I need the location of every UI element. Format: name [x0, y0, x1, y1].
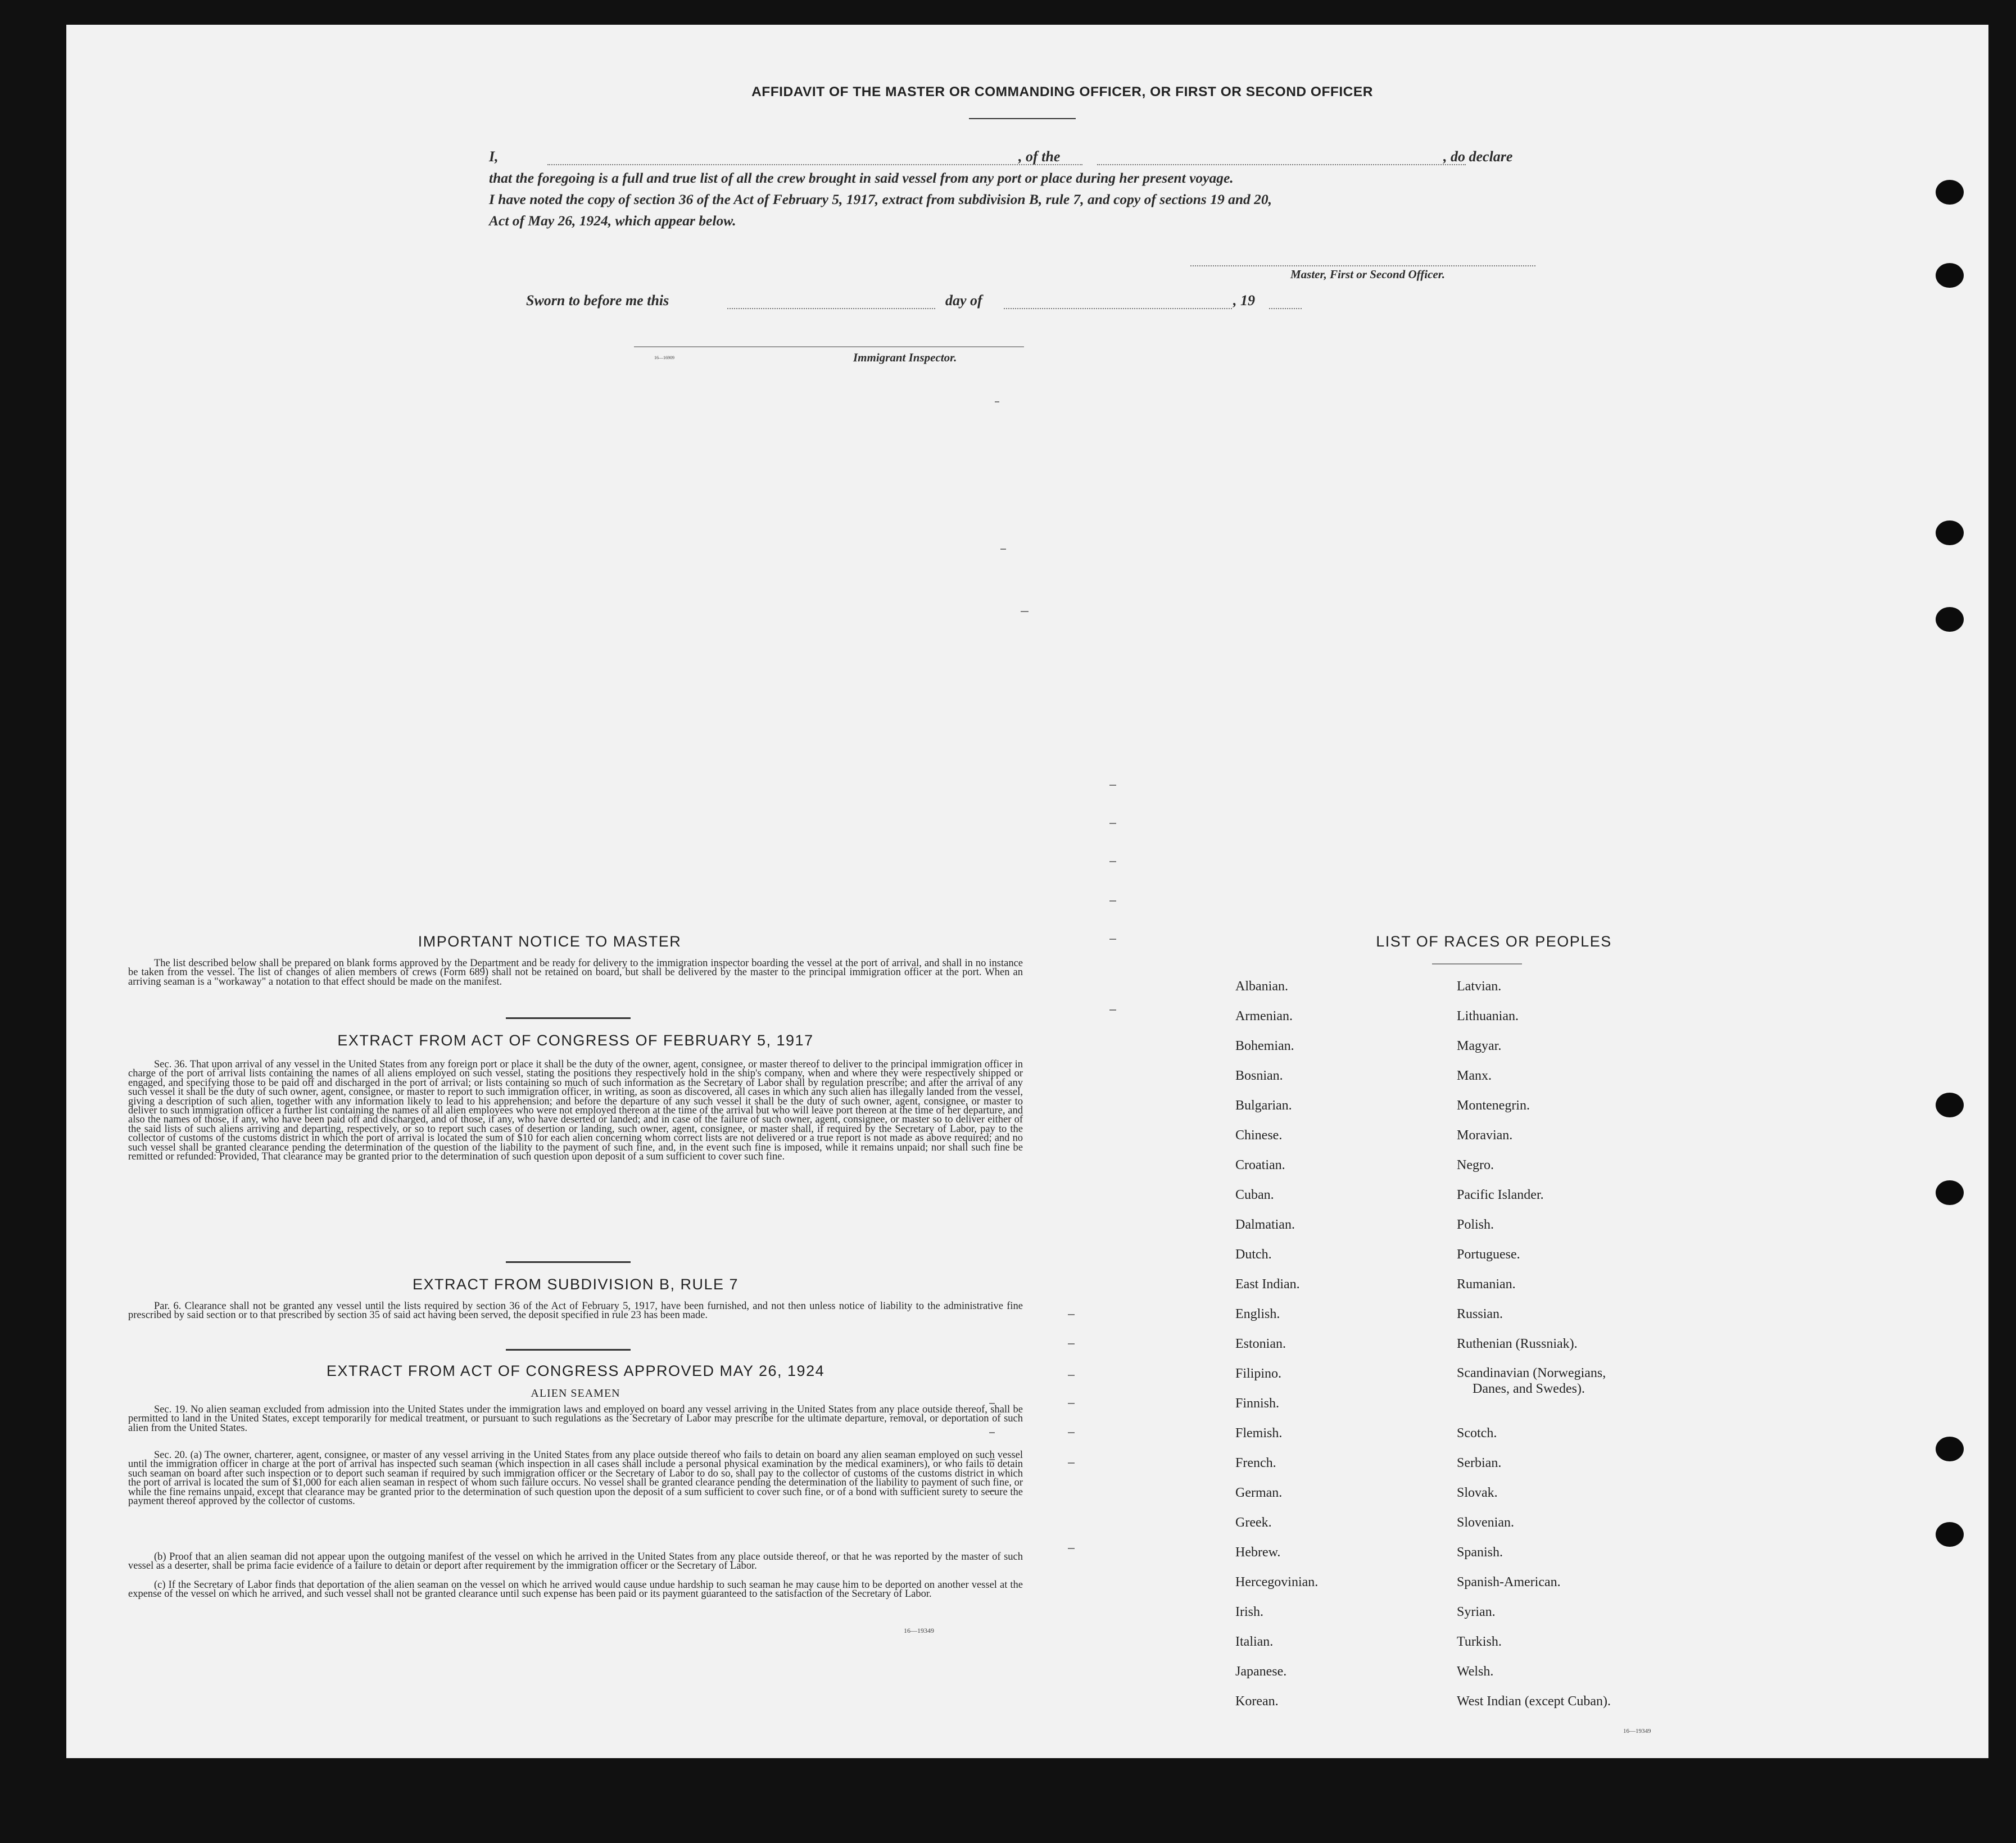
- race-item: English.: [1235, 1307, 1280, 1321]
- race-item: Bosnian.: [1235, 1068, 1283, 1083]
- binder-hole: [1936, 1093, 1964, 1117]
- race-item: Spanish-American.: [1457, 1575, 1561, 1590]
- extract-rule7-title: EXTRACT FROM SUBDIVISION B, RULE 7: [412, 1276, 739, 1293]
- race-item: French.: [1235, 1456, 1276, 1470]
- sec-19-text: Sec. 19. No alien seaman excluded from admission into the United States under the immigration laws and employed on board any vessel arriving in the United States from any place outside thereof, shall be permitted to land in the United States, except temporarily for medical treatment, or pursuant to such regulations as the Secretary of Labor may prescribe for the ultimate departure, removal, or deportation of such alien from the United States.: [128, 1404, 1023, 1434]
- race-item: Pacific Islander.: [1457, 1188, 1544, 1202]
- race-item: Hercegovinian.: [1235, 1575, 1319, 1590]
- extract-1924-title: EXTRACT FROM ACT OF CONGRESS APPROVED MAY 26, 1924: [326, 1362, 825, 1379]
- name-field-line[interactable]: [547, 164, 1082, 165]
- race-item: Filipino.: [1235, 1366, 1282, 1381]
- affidavit-body-line: Act of May 26, 1924, which appear below.: [489, 212, 736, 229]
- divider: [506, 1017, 631, 1019]
- race-item: Magyar.: [1457, 1039, 1502, 1053]
- affidavit-body-line: I have noted the copy of section 36 of the Act of February 5, 1917, extract from subdivision B, rule 7, and copy of sections 19 and 20,: [489, 191, 1272, 207]
- races-left-column: [1235, 978, 1318, 1723]
- sworn-year: , 19: [1233, 292, 1255, 309]
- master-signature-line[interactable]: [1190, 265, 1535, 266]
- race-item: Bulgarian.: [1235, 1098, 1292, 1113]
- race-item: Cuban.: [1235, 1188, 1274, 1202]
- race-item: Bohemian.: [1235, 1039, 1294, 1053]
- speck: [1109, 1009, 1116, 1011]
- sworn-year-line[interactable]: [1269, 308, 1302, 309]
- speck: [1068, 1432, 1075, 1433]
- race-item: German.: [1235, 1486, 1283, 1500]
- race-item: Chinese.: [1235, 1128, 1283, 1143]
- race-item: Dalmatian.: [1235, 1217, 1295, 1232]
- sworn-prefix: Sworn to before me this: [526, 292, 669, 309]
- race-item-scandinavian: Scandinavian (Norwegians,: [1457, 1366, 1606, 1380]
- race-item: Polish.: [1457, 1217, 1494, 1232]
- race-item: Latvian.: [1457, 979, 1502, 994]
- race-item: Flemish.: [1235, 1426, 1283, 1441]
- binder-hole: [1936, 607, 1964, 632]
- race-item: Hebrew.: [1235, 1545, 1281, 1560]
- race-item: Negro.: [1457, 1158, 1494, 1172]
- speck: [1068, 1314, 1075, 1315]
- binder-hole: [1936, 263, 1964, 288]
- form-number: 16—19349: [904, 1627, 934, 1634]
- race-item: Serbian.: [1457, 1456, 1502, 1470]
- inspector-signature-line[interactable]: [634, 346, 1024, 347]
- race-item: Irish.: [1235, 1605, 1263, 1619]
- notice-text: The list described below shall be prepared on blank forms approved by the Department and be ready for delivery to the immigration inspector boarding the vessel at the port of arrival, and shall in no instance be taken from the vessel. The list of changes of alien members of crews (Form 689) shall not be retained on board, but shall be delivered by the master to the principal immigration officer at the port. When an arriving seaman is a "workaway" a notation to that effect should be made on the manifest.: [128, 958, 1023, 988]
- race-item: Finnish.: [1235, 1396, 1280, 1411]
- binder-hole: [1936, 1180, 1964, 1205]
- race-item: Montenegrin.: [1457, 1098, 1530, 1113]
- race-item: Slovak.: [1457, 1486, 1498, 1500]
- sec-20a-text: Sec. 20. (a) The owner, charterer, agent, consignee, or master of any vessel arriving in the United States from any place outside thereof who fails to detain on board any alien seaman employed on such vessel until the immigration officer in charge at the port of arrival has inspected such seaman (which inspection in all cases shall include a personal physical examination by the medical examiners), or who fails to detain such seaman on board after such inspection or to deport such seaman if required by such immigration officer or the Secretary of Labor to do so, shall pay to the collector of customs of the customs district in which the port of arrival is located the sum of $1,000 for each alien seaman in respect of whom such failure occurs. No vessel shall be granted clearance pending the determination of the liability to payment of such fine, or while the fine remains unpaid, except that clearance may be granted prior to the determination of such question upon the deposit of a sum sufficient to cover such fine, or of a bond with sufficient surety to secure the payment thereof approved by the collector of customs.: [128, 1450, 1023, 1507]
- race-item: Estonian.: [1235, 1337, 1286, 1351]
- race-item: Japanese.: [1235, 1664, 1287, 1679]
- divider: [1432, 963, 1522, 964]
- binder-hole: [1936, 1437, 1964, 1461]
- small-form-mark: 16—16909: [654, 355, 674, 360]
- race-item: Russian.: [1457, 1307, 1503, 1321]
- affidavit-i-label: I,: [489, 148, 499, 165]
- vessel-field-line[interactable]: [1097, 164, 1466, 165]
- binder-hole: [1936, 180, 1964, 205]
- race-item: Dutch.: [1235, 1247, 1272, 1262]
- speck: [1109, 939, 1116, 940]
- race-item: Slovenian.: [1457, 1515, 1514, 1530]
- extract-1917-title: EXTRACT FROM ACT OF CONGRESS OF FEBRUARY 5, 1917: [337, 1032, 814, 1049]
- race-item: Armenian.: [1235, 1009, 1293, 1024]
- speck: [1109, 861, 1116, 862]
- speck: [1068, 1462, 1075, 1464]
- race-item: Rumanian.: [1457, 1277, 1516, 1292]
- race-item: Italian.: [1235, 1634, 1274, 1649]
- binder-hole: [1936, 1522, 1964, 1547]
- race-item: Spanish.: [1457, 1545, 1503, 1560]
- speck: [1068, 1343, 1075, 1344]
- divider: [506, 1261, 631, 1263]
- sec-20c-text: (c) If the Secretary of Labor finds that deportation of the alien seaman on the vessel on which he arrived would cause undue hardship to such seaman he may cause him to be deported on another vessel at the expense of the vessel on which he arrived, and such vessel shall not be granted clearance until such expense has been paid or its payment guaranteed to the satisfaction of the Secretary of Labor.: [128, 1579, 1023, 1600]
- extract-1924-subtitle: ALIEN SEAMEN: [531, 1387, 620, 1400]
- affidavit-declare-label: , do declare: [1443, 148, 1513, 165]
- extract-1917-text: Sec. 36. That upon arrival of any vessel in the United States from any foreign port or place it shall be the duty of the owner, agent, consignee, or master thereof to deliver to the principal immigration officer in charge of the port of arrival lists containing the names of all aliens employed on such vessel, stating the positions they respectively hold in the ship's company, when and where they were respectively shipped or engaged, and specifying those to be paid off and discharged in the port of arrival; or lists containing so much of such information as the Secretary of Labor shall by regulation prescribe; and after the arrival of any such vessel it shall be the duty of such owner, agent, consignee, or master to report to such immigration officer, in writing, as soon as discovered, all cases in which any such alien has illegally landed from the vessel, giving a description of such alien, together with any information likely to lead to his apprehension; and before the departure of any such vessel it shall be the duty of such owner, agent, consignee, or master to deliver to such immigration officer a further list containing the names of all alien employees who were not employed thereon at the time of the arrival but who will leave port thereon at the time of her departure, and also the names of those, if any, who have been paid off and discharged, and of those, if any, who have deserted or landed; and in case of the failure of such owner, agent, consignee, or master so to deliver either of the said lists of such aliens arriving and departing, respectively, or so to report such cases of desertion or landing, such owner, agent, consignee, or master shall, if required by the Secretary of Labor, pay to the collector of customs of the customs district in which the port of arrival is located the sum of $10 for each alien concerning whom correct lists are not delivered or a true report is not made as above required; and no such vessel shall be granted clearance pending the determination of the question of the liability to the payment of such fine, and, in the event such fine is imposed, while it remains unpaid; nor shall such fine be remitted or refunded: Provided, That clearance may be granted prior to the determination of such question upon deposit of a sum sufficient to cover such fine.: [128, 1059, 1023, 1163]
- race-item: Manx.: [1457, 1068, 1492, 1083]
- speck: [1109, 900, 1116, 902]
- sec-20b-text: (b) Proof that an alien seaman did not appear upon the outgoing manifest of the vessel on which he arrived in the United States from any place outside thereof, or that he was reported by the master of such vessel as a deserter, shall be prima facie evidence of a failure to detain or deport after requirement by the immigration officer or the Secretary of Labor.: [128, 1551, 1023, 1572]
- speck: [1068, 1403, 1075, 1404]
- races-right-column: [1457, 978, 1611, 1723]
- master-signature-label: Master, First or Second Officer.: [1290, 268, 1445, 281]
- race-item: Syrian.: [1457, 1605, 1496, 1619]
- notice-title: IMPORTANT NOTICE TO MASTER: [418, 933, 682, 950]
- races-title: LIST OF RACES OR PEOPLES: [1376, 933, 1612, 950]
- speck: [1068, 1548, 1075, 1549]
- sworn-month-line[interactable]: [1004, 308, 1232, 309]
- race-item: Albanian.: [1235, 979, 1288, 994]
- document-sheet: [66, 25, 1988, 1758]
- race-item-scandinavian-cont: Danes, and Swedes).: [1473, 1382, 1585, 1396]
- affidavit-of-the-label: , of the: [1018, 148, 1061, 165]
- sworn-day-line[interactable]: [727, 308, 935, 309]
- race-item: Lithuanian.: [1457, 1009, 1519, 1024]
- extract-rule7-text: Par. 6. Clearance shall not be granted any vessel until the lists required by section 36 of the Act of February 5, 1917, have been furnished, and not then unless notice of liability to the administrative fine prescribed by said section or to that prescribed by section 35 of said act having been served, the deposit specified in rule 23 has been made.: [128, 1301, 1023, 1321]
- race-item: Scotch.: [1457, 1426, 1497, 1441]
- race-item: [1457, 1365, 1611, 1425]
- binder-hole: [1936, 520, 1964, 545]
- sworn-day-of: day of: [945, 292, 982, 309]
- races-form-number: 16—19349: [1623, 1728, 1651, 1735]
- speck: [1109, 823, 1116, 824]
- speck: [995, 401, 999, 402]
- race-item: West Indian (except Cuban).: [1457, 1694, 1611, 1709]
- affidavit-body-line: that the foregoing is a full and true list of all the crew brought in said vessel from any port or place during her present voyage.: [489, 170, 1234, 186]
- inspector-label: Immigrant Inspector.: [853, 351, 957, 364]
- speck: [1068, 1375, 1075, 1376]
- race-item: Greek.: [1235, 1515, 1272, 1530]
- race-item: East Indian.: [1235, 1277, 1300, 1292]
- race-item: Moravian.: [1457, 1128, 1513, 1143]
- race-item: Turkish.: [1457, 1634, 1502, 1649]
- race-item: Croatian.: [1235, 1158, 1285, 1172]
- divider: [969, 118, 1076, 119]
- race-item: Korean.: [1235, 1694, 1279, 1709]
- race-item: Welsh.: [1457, 1664, 1494, 1679]
- speck: [1000, 549, 1006, 550]
- affidavit-title: AFFIDAVIT OF THE MASTER OR COMMANDING OFFICER, OR FIRST OR SECOND OFFICER: [751, 84, 1373, 99]
- divider: [506, 1349, 631, 1351]
- race-item: Portuguese.: [1457, 1247, 1520, 1262]
- speck: [1021, 611, 1029, 612]
- speck: [1109, 785, 1116, 786]
- race-item: Ruthenian (Russniak).: [1457, 1337, 1578, 1351]
